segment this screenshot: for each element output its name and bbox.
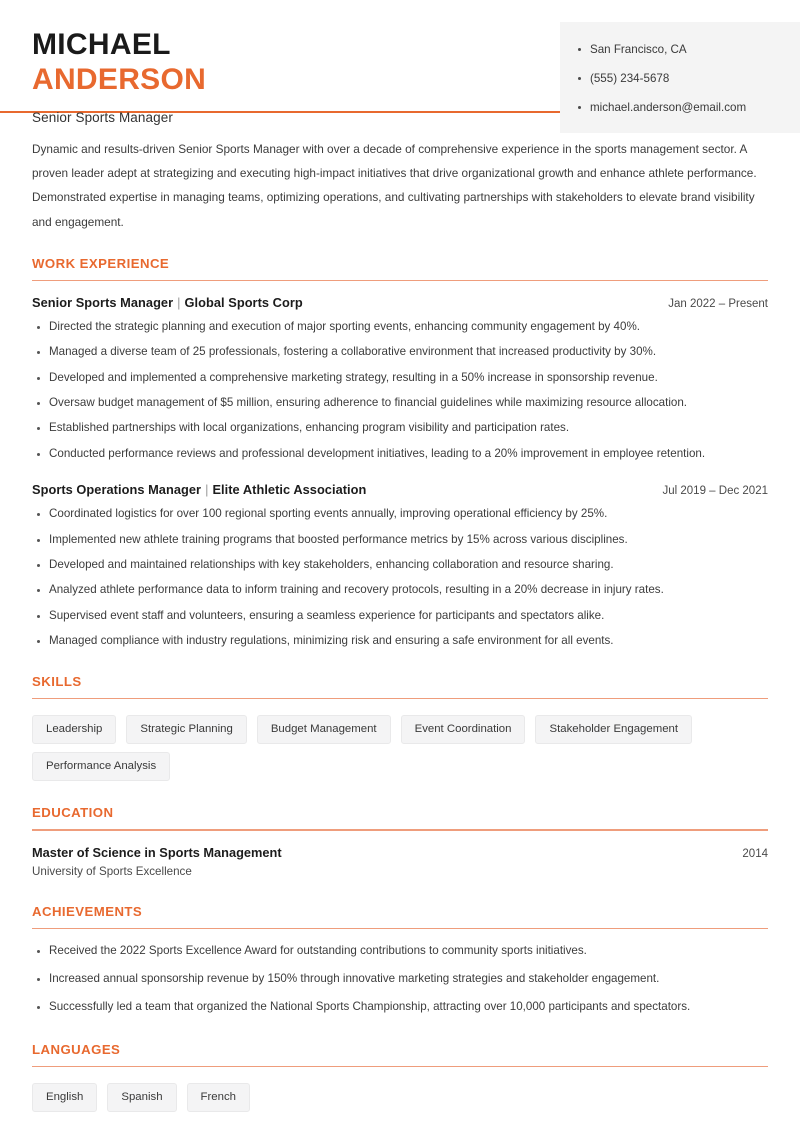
education-entry-header — [32, 845, 768, 860]
bullet-item: Increased annual sponsorship revenue by 150% through innovative marketing strategies and stakeholder engagement. — [32, 971, 768, 988]
section-rule — [32, 698, 768, 700]
languages-chip-list — [32, 1083, 768, 1112]
section-achievements — [32, 904, 768, 1016]
bullet-item: Developed and maintained relationships with key stakeholders, enhancing collaboration and resource sharing. — [32, 557, 768, 574]
role-company-separator: | — [205, 482, 209, 498]
bullet-item: Developed and implemented a comprehensive marketing strategy, resulting in a 50% increase in sponsorship revenue. — [32, 370, 768, 387]
skill-chip: Performance Analysis — [32, 752, 170, 781]
contact-item-email[interactable]: michael.anderson@email.com — [578, 100, 790, 115]
achievements-bullets — [32, 943, 768, 1015]
section-education — [32, 805, 768, 878]
language-chip: English — [32, 1083, 97, 1112]
skill-chip: Leadership — [32, 715, 116, 744]
first-name: MICHAEL — [32, 28, 171, 61]
contact-panel — [560, 22, 800, 133]
bullet-item: Implemented new athlete training programs that boosted performance metrics by 15% across various disciplines. — [32, 532, 768, 549]
role-company-separator: | — [177, 295, 181, 311]
bullet-item: Directed the strategic planning and execution of major sporting events, enhancing community engagement by 40%. — [32, 319, 768, 336]
contact-item-location: San Francisco, CA — [578, 42, 790, 57]
experience-entry — [32, 295, 768, 462]
section-rule — [32, 829, 768, 831]
experience-date-range: Jan 2022 – Present — [668, 298, 768, 311]
experience-entry-header — [32, 295, 768, 310]
resume-content — [0, 137, 800, 1112]
language-chip: Spanish — [107, 1083, 176, 1112]
experience-entry-header — [32, 482, 768, 497]
education-degree: Master of Science in Sports Management — [32, 844, 282, 860]
experience-date-range: Jul 2019 – Dec 2021 — [662, 485, 768, 498]
experience-bullets — [32, 319, 768, 462]
bullet-item: Managed a diverse team of 25 professionals, fostering a collaborative environment that increased productivity by 30%. — [32, 344, 768, 361]
bullet-item: Received the 2022 Sports Excellence Award for outstanding contributions to community sports initiatives. — [32, 943, 768, 960]
section-languages — [32, 1042, 768, 1113]
bullet-item: Established partnerships with local organizations, enhancing program visibility and participation rates. — [32, 420, 768, 437]
bullet-item: Oversaw budget management of $5 million, ensuring adherence to financial guidelines while maximizing resource allocation. — [32, 395, 768, 412]
education-entry — [32, 845, 768, 878]
skills-chip-list — [32, 715, 768, 781]
section-rule — [32, 280, 768, 282]
contact-list — [560, 42, 800, 115]
bullet-item: Supervised event staff and volunteers, ensuring a seamless experience for participants and spectators alike. — [32, 608, 768, 625]
section-title-skills: SKILLS — [32, 673, 82, 689]
experience-entry — [32, 482, 768, 649]
skill-chip: Strategic Planning — [126, 715, 246, 744]
skill-chip: Event Coordination — [401, 715, 526, 744]
section-skills — [32, 674, 768, 782]
bullet-item: Analyzed athlete performance data to inform training and recovery protocols, resulting in a 20% decrease in injury rates. — [32, 582, 768, 599]
language-chip: French — [187, 1083, 250, 1112]
section-title-achievements: ACHIEVEMENTS — [32, 903, 143, 919]
job-title: Senior Sports Manager — [32, 109, 173, 125]
section-rule — [32, 928, 768, 930]
section-title-work-experience: WORK EXPERIENCE — [32, 255, 170, 271]
section-work-experience — [32, 256, 768, 650]
skill-chip: Stakeholder Engagement — [535, 715, 692, 744]
bullet-item: Coordinated logistics for over 100 regional sporting events annually, improving operational efficiency by 25%. — [32, 506, 768, 523]
experience-role-company — [32, 482, 366, 497]
last-name: ANDERSON — [32, 62, 207, 96]
professional-summary: Dynamic and results-driven Senior Sports Manager with over a decade of comprehensive experience in the sports management sector. A proven leader adept at strategizing and executing high-impact initiatives that drive organizational growth and enhance athlete performance. Demonstrated expertise in managing teams, optimizing operations, and cultivating partnerships with stakeholders to elevate brand visibility and engagement. — [32, 142, 757, 229]
bullet-item: Managed compliance with industry regulations, minimizing risk and ensuring a safe environment for all events. — [32, 633, 768, 650]
identity-block — [0, 22, 206, 125]
section-rule — [32, 1066, 768, 1068]
skill-chip: Budget Management — [257, 715, 391, 744]
experience-role: Sports Operations Manager — [32, 482, 202, 498]
bullet-item: Conducted performance reviews and professional development initiatives, leading to a 20% improvement in employee retention. — [32, 446, 768, 463]
experience-role: Senior Sports Manager — [32, 295, 174, 311]
experience-role-company — [32, 295, 303, 310]
bullet-item: Successfully led a team that organized the National Sports Championship, attracting over 10,000 participants and spectators. — [32, 999, 768, 1016]
contact-item-phone[interactable]: (555) 234-5678 — [578, 71, 790, 86]
experience-company: Global Sports Corp — [184, 295, 303, 311]
education-year: 2014 — [742, 847, 768, 860]
experience-bullets — [32, 506, 768, 649]
resume-header — [0, 0, 800, 125]
education-school: University of Sports Excellence — [32, 864, 192, 878]
section-title-education: EDUCATION — [32, 805, 114, 821]
section-title-languages: LANGUAGES — [32, 1041, 121, 1057]
experience-company: Elite Athletic Association — [212, 482, 367, 498]
